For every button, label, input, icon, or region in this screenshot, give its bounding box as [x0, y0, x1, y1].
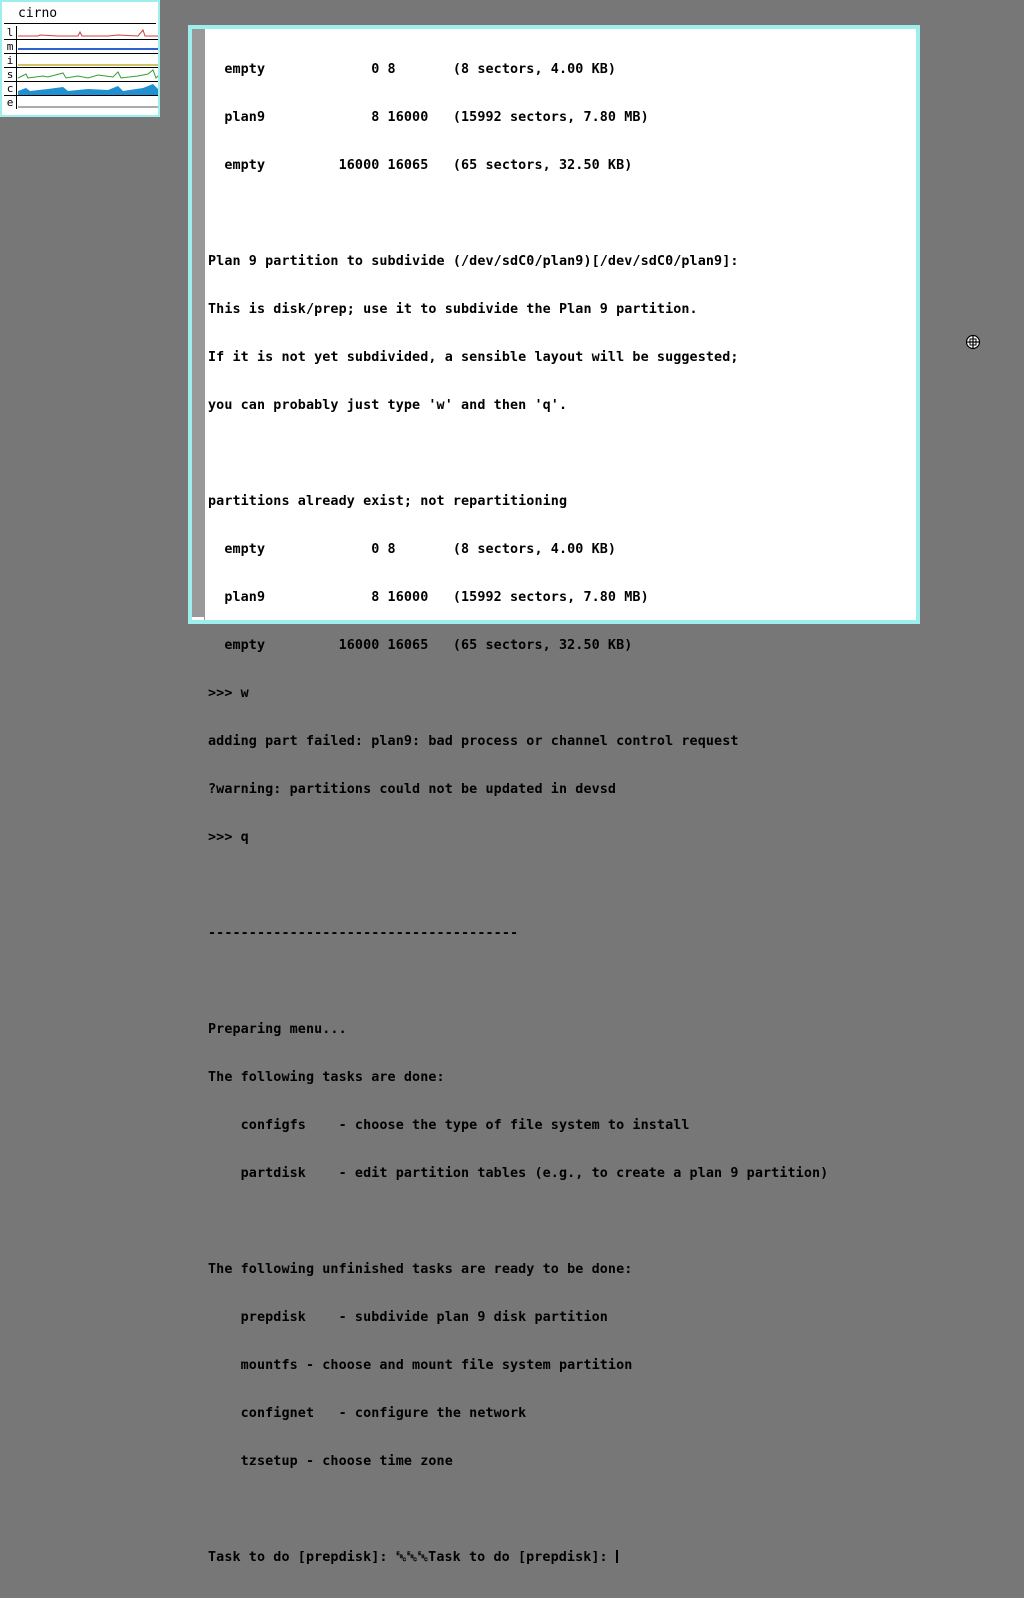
- terminal-line: empty 0 8 (8 sectors, 4.00 KB): [208, 62, 617, 77]
- mouse-cursor-icon: [965, 334, 981, 350]
- interrupts-graph: [18, 54, 158, 67]
- terminal-line: tzsetup - choose time zone: [208, 1454, 453, 1469]
- stats-row-label: m: [4, 40, 17, 53]
- terminal-prompt-line[interactable]: [208, 1550, 912, 1566]
- terminal-line: configfs - choose the type of file system to install: [208, 1118, 690, 1133]
- terminal-line: This is disk/prep; use it to subdivide the Plan 9 partition.: [208, 302, 698, 317]
- terminal-line: --------------------------------------: [208, 926, 519, 941]
- terminal-line: mountfs - choose and mount file system partition: [208, 1358, 633, 1373]
- terminal-line: you can probably just type 'w' and then 'q'.: [208, 398, 568, 413]
- stats-row-syscalls[interactable]: [4, 68, 158, 81]
- terminal-line: empty 16000 16065 (65 sectors, 32.50 KB): [208, 638, 633, 653]
- ether-graph: [18, 96, 158, 109]
- terminal-line: ?warning: partitions could not be updated in devsd: [208, 782, 617, 797]
- stats-row-label: s: [4, 68, 17, 81]
- terminal-line: Preparing menu...: [208, 1022, 347, 1037]
- stats-window[interactable]: [0, 0, 160, 117]
- terminal-line: empty 0 8 (8 sectors, 4.00 KB): [208, 542, 617, 557]
- terminal-line: If it is not yet subdivided, a sensible layout will be suggested;: [208, 350, 739, 365]
- terminal-line: prepdisk - subdivide plan 9 disk partition: [208, 1310, 608, 1325]
- terminal-line: adding part failed: plan9: bad process or channel control request: [208, 734, 739, 749]
- stats-row-memory[interactable]: [4, 40, 158, 53]
- memory-graph: [18, 40, 158, 53]
- terminal-line: confignet - configure the network: [208, 1406, 527, 1421]
- stats-row-load[interactable]: [4, 26, 158, 39]
- stats-row-label: e: [4, 96, 17, 109]
- terminal-line: Plan 9 partition to subdivide (/dev/sdC0/plan9)[/dev/sdC0/plan9]:: [208, 254, 739, 269]
- terminal-prompt: Task to do [prepdisk]: ␛␛␛Task to do [prepdisk]:: [208, 1550, 616, 1565]
- stats-row-context[interactable]: [4, 82, 158, 95]
- stats-row-interrupts[interactable]: [4, 54, 158, 67]
- terminal-line: The following unfinished tasks are ready to be done:: [208, 1262, 633, 1277]
- stats-row-ether[interactable]: [4, 96, 158, 109]
- stats-row-label: c: [4, 82, 17, 95]
- terminal-line: partitions already exist; not repartitioning: [208, 494, 568, 509]
- stats-title: cirno: [18, 6, 58, 21]
- scrollbar-thumb[interactable]: [192, 29, 204, 617]
- stats-row-label: l: [4, 26, 17, 39]
- terminal-window[interactable]: [188, 25, 920, 1565]
- terminal-line: [208, 878, 912, 894]
- scrollbar[interactable]: [192, 29, 205, 620]
- text-cursor: [616, 1550, 618, 1563]
- terminal-text[interactable]: [208, 30, 912, 1598]
- terminal-line: plan9 8 16000 (15992 sectors, 7.80 MB): [208, 110, 649, 125]
- terminal-line: [208, 1502, 912, 1518]
- terminal-line: [208, 974, 912, 990]
- stats-row-label: i: [4, 54, 17, 67]
- terminal-line: The following tasks are done:: [208, 1070, 445, 1085]
- load-graph: [18, 26, 158, 39]
- context-graph: [18, 82, 158, 95]
- stats-title-divider: [4, 23, 156, 24]
- terminal-line: >>> w: [208, 686, 249, 701]
- terminal-line: partdisk - edit partition tables (e.g., to create a plan 9 partition): [208, 1166, 829, 1181]
- terminal-line: [208, 206, 912, 222]
- terminal-line: [208, 1214, 912, 1230]
- terminal-line: [208, 446, 912, 462]
- terminal-line: plan9 8 16000 (15992 sectors, 7.80 MB): [208, 590, 649, 605]
- terminal-line: >>> q: [208, 830, 249, 845]
- syscalls-graph: [18, 68, 158, 81]
- terminal-line: empty 16000 16065 (65 sectors, 32.50 KB): [208, 158, 633, 173]
